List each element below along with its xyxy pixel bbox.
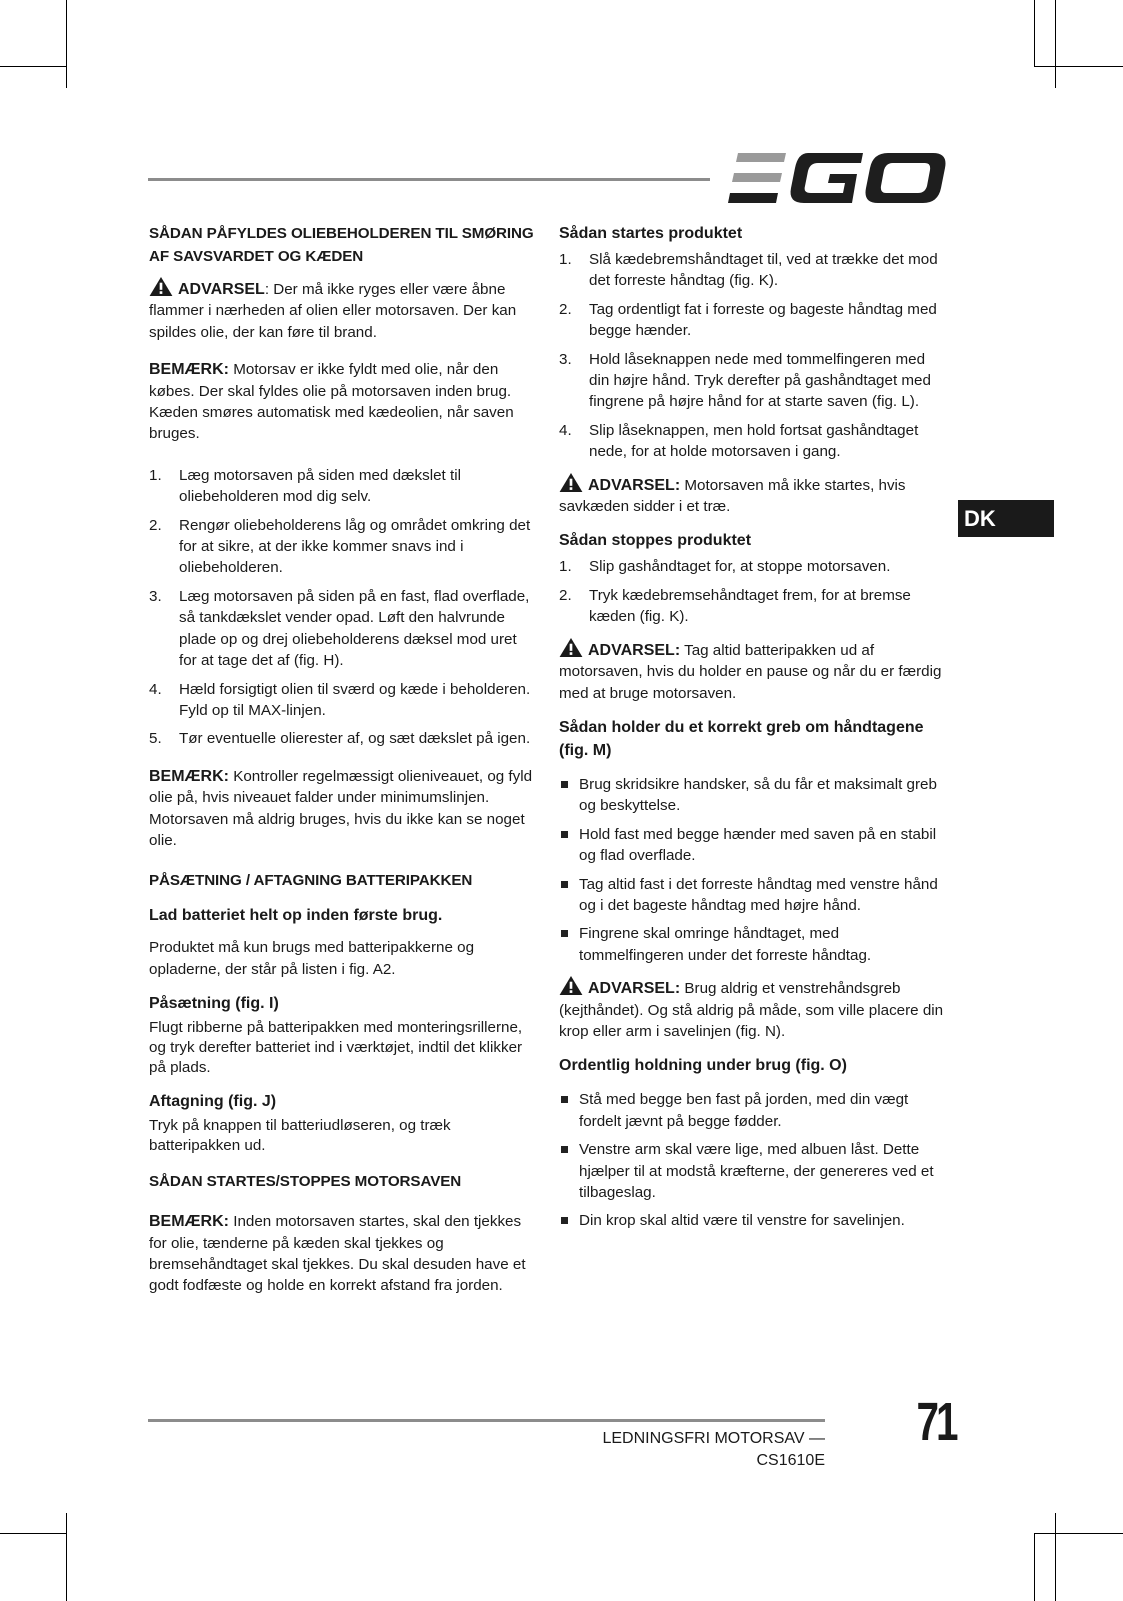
list-text: Venstre arm skal være lige, med albuen låst. Dette hjælper til at modstå kræfterne, der genereres ved et tilbageslag.: [579, 1141, 934, 1201]
step-text: Slip låseknappen, men hold fortsat gashåndtaget nede, for at holde motorsaven i gang.: [589, 421, 919, 461]
bullet-icon: [561, 1096, 568, 1103]
list-item: [559, 923, 945, 966]
note-text: Kontroller regelmæssigt olieniveauet, og fyld olie på, hvis niveauet falder under minimumslinjen. Motorsaven må aldrig bruges, hvis du ikke kan se noget olie.: [149, 767, 533, 849]
bullet-icon: [561, 881, 568, 888]
grip-title: Sådan holder du et korrekt greb om håndtagene (fig. M): [559, 718, 924, 759]
battery-text: Produktet må kun brugs med batteripakkerne og opladerne, der står på listen i fig. A2.: [149, 939, 475, 978]
list-item: [559, 556, 945, 577]
note-keyword: BEMÆRK:: [149, 361, 229, 379]
warning-keyword: ADVARSEL: [178, 281, 265, 298]
header-rule: [148, 178, 710, 181]
grip-list: [559, 774, 945, 966]
step-number: 4.: [149, 680, 162, 698]
crop-mark: [0, 66, 66, 67]
list-item: [559, 349, 945, 413]
warning-text: Tag altid batteripakken ud af motorsaven, hvis du holder en pause og når du er færdig med at bruge motorsaven.: [559, 641, 942, 702]
bullet-icon: [561, 781, 568, 788]
note-keyword: BEMÆRK:: [149, 767, 229, 785]
list-item: [559, 774, 945, 817]
step-number: 1.: [559, 251, 572, 268]
step-text: Tryk kædebremsehåndtaget frem, for at bremse kæden (fig. K).: [589, 586, 911, 626]
page-number: 71: [916, 1392, 956, 1452]
crop-mark: [1034, 1533, 1123, 1534]
step-number: 5.: [149, 730, 162, 748]
right-column: [559, 222, 945, 1248]
warning-keyword: ADVARSEL:: [588, 476, 681, 494]
warning-paragraph: [559, 638, 945, 704]
warning-icon: [559, 638, 583, 657]
ego-logo: [728, 153, 946, 203]
step-text: Hæld forsigtigt olien til sværd og kæde i beholderen. Fyld op til MAX-linjen.: [179, 680, 531, 719]
warning-keyword: ADVARSEL:: [588, 641, 681, 659]
warning-icon: [559, 976, 583, 995]
crop-mark: [66, 0, 67, 88]
stop-title: Sådan stoppes produktet: [559, 532, 752, 550]
bullet-icon: [561, 930, 568, 937]
crop-mark: [1055, 0, 1056, 88]
list-item: [559, 874, 945, 917]
list-item: [559, 1210, 945, 1231]
detach-text: Tryk på knappen til batteriudløseren, og træk batteripakken ud.: [149, 1117, 451, 1155]
list-item: [149, 465, 535, 508]
step-number: 2.: [559, 586, 572, 604]
posture-title: Ordentlig holdning under brug (fig. O): [559, 1057, 847, 1075]
list-item: [559, 585, 945, 628]
step-text: Tag ordentligt fat i forreste og bageste håndtag med begge hænder.: [589, 300, 937, 340]
step-text: Læg motorsaven på siden med dækslet til oliebeholderen mod dig selv.: [179, 466, 461, 506]
posture-list: [559, 1089, 945, 1231]
list-text: Fingrene skal omringe håndtaget, med tommelfingeren under det forreste håndtag.: [579, 925, 872, 964]
note-paragraph: [149, 359, 535, 445]
warning-paragraph: [559, 473, 945, 518]
step-text: Slip gashåndtaget for, at stoppe motorsaven.: [589, 558, 891, 576]
list-text: Brug skridsikre handsker, så du får et maksimalt greb og beskyttelse.: [579, 775, 937, 815]
bullet-icon: [561, 831, 568, 838]
crop-mark: [66, 1513, 67, 1601]
list-item: [149, 679, 535, 722]
crop-mark: [1034, 1533, 1035, 1601]
section-title: SÅDAN PÅFYLDES OLIEBEHOLDEREN TIL SMØRING AF SAVSVARDET OG KÆDEN: [149, 225, 534, 265]
list-item: [559, 1089, 945, 1132]
step-number: 1.: [559, 558, 572, 576]
attach-title: Påsætning (fig. I): [149, 995, 279, 1013]
warning-paragraph: [149, 277, 535, 343]
battery-title: PÅSÆTNING / AFTAGNING BATTERIPAKKEN: [149, 872, 473, 890]
warning-icon: [559, 473, 583, 492]
list-item: [149, 728, 535, 749]
start-title: Sådan startes produktet: [559, 225, 743, 242]
note-paragraph: [149, 1211, 535, 1297]
step-text: Hold låseknappen nede med tommelfingeren med din højre hånd. Tryk derefter på gashåndtaget med fingrene på højre hånd for at starte saven (fig. L).: [589, 350, 931, 411]
note-text: Inden motorsaven startes, skal den tjekkes for olie, tænderne på kæden skal tjekkes og bremsehåndtaget skal tjekkes. Du skal desuden have et godt fodfæste og holde en korrekt afstand fra jorden.: [149, 1213, 526, 1295]
crop-mark: [1034, 0, 1035, 66]
list-text: Din krop skal altid være til venstre for savelinjen.: [579, 1212, 905, 1230]
note-keyword: BEMÆRK:: [149, 1213, 229, 1231]
list-item: [149, 515, 535, 579]
left-column: [149, 222, 535, 1313]
bullet-icon: [561, 1146, 568, 1153]
step-number: 3.: [559, 350, 572, 368]
step-text: Slå kædebremshåndtaget til, ved at trække det mod det forreste håndtag (fig. K).: [589, 251, 938, 290]
note-text: Motorsav er ikke fyldt med olie, når den købes. Der skal fyldes olie på motorsaven inden brug. Kæden smøres automatisk med kædeolien, når saven bruges.: [149, 361, 514, 443]
start-steps: [559, 249, 945, 463]
step-number: 3.: [149, 587, 162, 605]
step-number: 2.: [149, 516, 162, 534]
detach-title: Aftagning (fig. J): [149, 1093, 277, 1111]
warning-text: : Der må ikke ryges eller være åbne flammer i nærheden af olien eller motorsaven. Der kan spildes olie, der kan føre til brand.: [149, 281, 517, 341]
footer-text: LEDNINGSFRI MOTORSAV — CS1610E: [602, 1430, 825, 1469]
language-tab: DK: [958, 500, 1054, 537]
list-item: [149, 586, 535, 672]
warning-icon: [149, 277, 173, 296]
start-stop-title: SÅDAN STARTES/STOPPES MOTORSAVEN: [149, 1173, 462, 1191]
list-text: Hold fast med begge hænder med saven på en stabil og flad overflade.: [579, 825, 937, 865]
warning-text: Brug aldrig et venstrehåndsgreb (kejthåndet). Og stå aldrig på måde, som ville placere din krop eller arm i savelinjen (fig. N).: [559, 980, 944, 1040]
warning-paragraph: [559, 976, 945, 1042]
list-text: Stå med begge ben fast på jorden, med din vægt fordelt jævnt på begge fødder.: [579, 1091, 909, 1130]
crop-mark: [1034, 66, 1123, 67]
stop-steps: [559, 556, 945, 627]
bullet-icon: [561, 1217, 568, 1224]
crop-mark: [0, 1533, 66, 1534]
battery-subtitle: Lad batteriet helt op inden første brug.: [149, 907, 443, 925]
warning-text: Motorsaven må ikke startes, hvis savkæden sidder i et træ.: [559, 476, 906, 516]
list-item: [559, 420, 945, 463]
step-text: Læg motorsaven på siden på en fast, flad overflade, så tankdækslet vender opad. Løft den halvrunde plade op og drej oliebeholderens dæksel mod uret for at tage det af (fig. H).: [179, 587, 530, 670]
step-number: 1.: [149, 466, 162, 484]
note-paragraph: [149, 766, 535, 852]
oil-fill-steps: [149, 465, 535, 750]
list-item: [559, 1139, 945, 1203]
list-item: [559, 299, 945, 342]
footer-rule: [148, 1419, 825, 1422]
list-text: Tag altid fast i det forreste håndtag med venstre hånd og i det bageste håndtag med højre hånd.: [579, 875, 938, 914]
list-item: [559, 824, 945, 867]
attach-text: Flugt ribberne på batteripakken med monteringsrillerne, og tryk derefter batteriet ind i værktøjet, indtil det klikker på plads.: [149, 1019, 523, 1077]
crop-mark: [1055, 1513, 1056, 1601]
list-item: [559, 249, 945, 292]
step-text: Rengør oliebeholderens låg og området omkring det for at sikre, at der ikke kommer snavs ind i oliebeholderen.: [179, 516, 531, 577]
step-number: 2.: [559, 300, 572, 318]
warning-keyword: ADVARSEL:: [588, 980, 681, 998]
step-text: Tør eventuelle olierester af, og sæt dækslet på igen.: [179, 730, 531, 748]
step-number: 4.: [559, 421, 572, 439]
